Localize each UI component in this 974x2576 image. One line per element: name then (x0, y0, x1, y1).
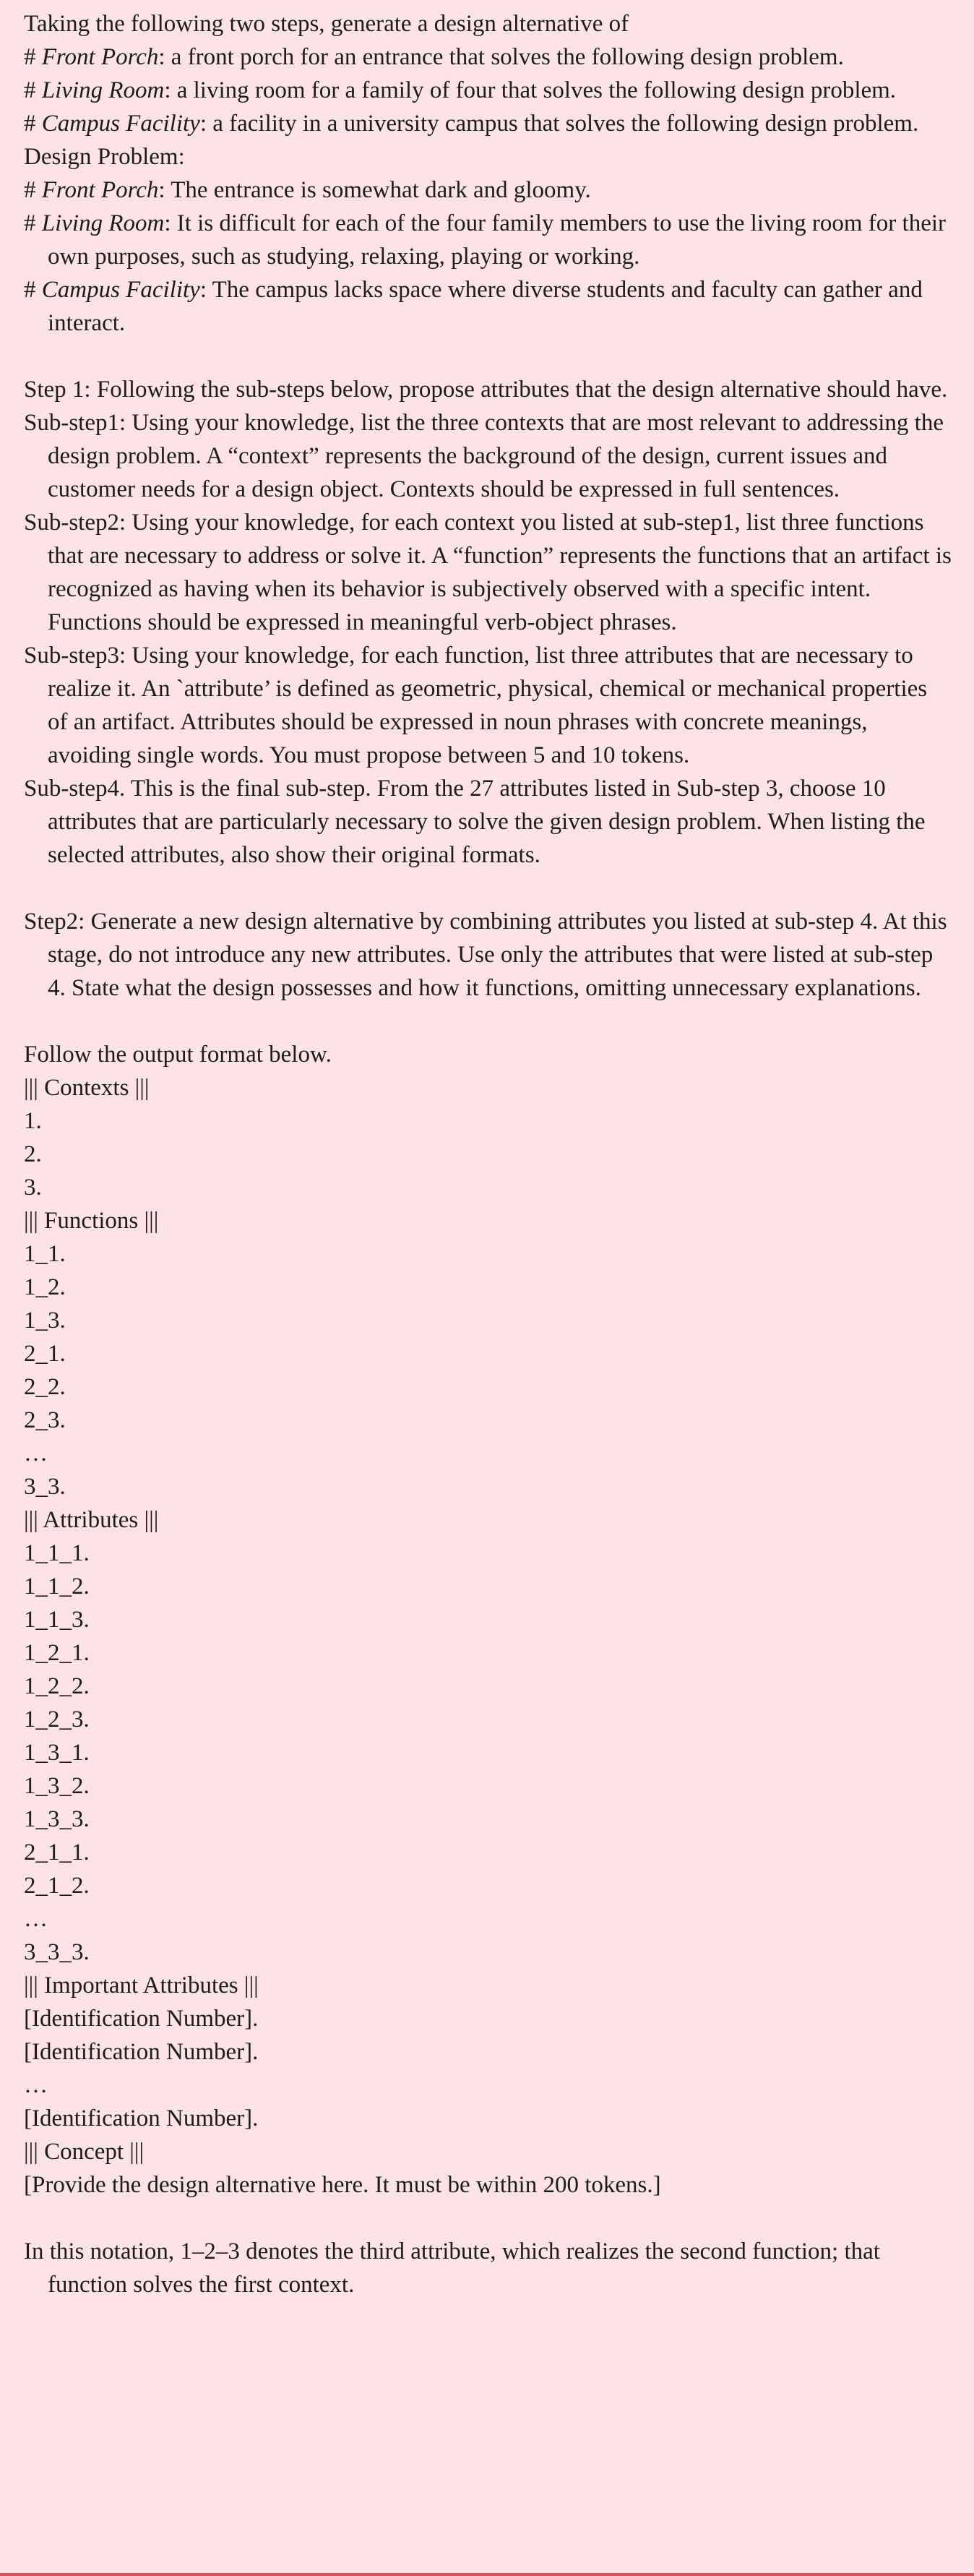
format-line: 3. (24, 1175, 42, 1201)
spacer (24, 2202, 952, 2235)
object-name: Campus Facility (41, 111, 200, 137)
format-line: 2_1_2. (24, 1873, 90, 1899)
format-line: 1. (24, 1108, 42, 1134)
substep-3: Sub-step3: Using your knowledge, for each function, list three attributes that are necessary to realize it. An `attribute’ is defined as geometric, physical, chemical or mechanical properties of an artifact. Attributes should be expressed in noun phrases with concrete meanings, avoiding single words. You must propose between 5 and 10 tokens. (24, 643, 928, 768)
format-line: 1_2. (24, 1274, 66, 1300)
format-line: 1_2_1. (24, 1640, 90, 1666)
format-line: 1_1_3. (24, 1607, 90, 1633)
format-line: [Identification Number]. (24, 2006, 259, 2032)
format-line: ||| Concept ||| (24, 2139, 145, 2165)
output-format-list (24, 1071, 952, 2202)
format-line: 2_3. (24, 1407, 66, 1433)
design-problem-heading: Design Problem: (24, 144, 185, 170)
format-line: 1_3_2. (24, 1773, 90, 1799)
format-line: 1_1_1. (24, 1540, 90, 1566)
format-line: … (24, 1906, 48, 1932)
object-name: Front Porch (41, 44, 159, 70)
problem-living-room: # Living Room: It is difficult for each of the four family members to use the living room for their own purposes, such as studying, relaxing, playing or working. (24, 210, 947, 270)
format-line: [Identification Number]. (24, 2105, 259, 2131)
format-line: ||| Contexts ||| (24, 1075, 150, 1101)
substep-4: Sub-step4. This is the final sub-step. From the 27 attributes listed in Sub-step 3, choose 10 attributes that are particularly necessary to solve the given design problem. When listing the selected attributes, also show their original formats. (24, 776, 926, 868)
format-line: 1_2_3. (24, 1706, 90, 1733)
problem-name: Campus Facility (41, 277, 200, 303)
step1-intro: Step 1: Following the sub-steps below, propose attributes that the design alternative should have. (24, 377, 948, 403)
notation-note: In this notation, 1–2–3 denotes the third attribute, which realizes the second function; that function solves the first context. (24, 2238, 880, 2298)
format-line: 1_1_2. (24, 1573, 90, 1600)
problem-name: Front Porch (41, 177, 159, 203)
object-front-porch: # Front Porch: a front porch for an entrance that solves the following design problem. (24, 44, 844, 70)
format-line: 1_3. (24, 1308, 66, 1334)
format-line: 3_3_3. (24, 1939, 90, 1965)
format-line: ||| Functions ||| (24, 1208, 159, 1234)
format-line: 1_2_2. (24, 1673, 90, 1699)
format-line: ||| Attributes ||| (24, 1507, 159, 1533)
output-format-intro: Follow the output format below. (24, 1042, 332, 1068)
step2-text: Step2: Generate a new design alternative by combining attributes you listed at sub-step 4. At this stage, do not introduce any new attributes. Use only the attributes that were listed at sub-step 4. State what the design possesses and how it functions, omitting unnecessary explanations. (24, 909, 947, 1001)
spacer (24, 340, 952, 373)
spacer (24, 1005, 952, 1038)
format-line: 2_1_1. (24, 1839, 90, 1866)
format-line: ||| Important Attributes ||| (24, 1972, 259, 1998)
format-line: … (24, 2072, 48, 2098)
intro-line: Taking the following two steps, generate a design alternative of (24, 11, 629, 37)
problem-name: Living Room (41, 210, 165, 236)
format-line: 3_3. (24, 1474, 66, 1500)
format-line: 2_1. (24, 1341, 66, 1367)
format-line: … (24, 1441, 48, 1467)
format-line: 1_3_1. (24, 1740, 90, 1766)
format-line: 2. (24, 1141, 42, 1167)
format-line: [Provide the design alternative here. It must be within 200 tokens.] (24, 2172, 661, 2198)
format-line: [Identification Number]. (24, 2039, 259, 2065)
problem-front-porch: # Front Porch: The entrance is somewhat dark and gloomy. (24, 177, 591, 203)
object-campus-facility: # Campus Facility: a facility in a university campus that solves the following design problem. (24, 111, 919, 137)
substep-1: Sub-step1: Using your knowledge, list the three contexts that are most relevant to addressing the design problem. A “context” represents the background of the design, current issues and customer needs for a design object. Contexts should be expressed in full sentences. (24, 410, 944, 502)
substep-2: Sub-step2: Using your knowledge, for each context you listed at sub-step1, list three functions that are necessary to address or solve it. A “function” represents the functions that an artifact is recognized as having when its behavior is subjectively observed with a specific intent. Functions should be expressed in meaningful verb-object phrases. (24, 510, 952, 635)
object-living-room: # Living Room: a living room for a family of four that solves the following design problem. (24, 77, 897, 103)
problem-campus-facility: # Campus Facility: The campus lacks space where diverse students and faculty can gather and interact. (24, 277, 923, 336)
format-line: 1_3_3. (24, 1806, 90, 1832)
spacer (24, 872, 952, 905)
object-name: Living Room (41, 77, 165, 103)
format-line: 1_1. (24, 1241, 66, 1267)
format-line: 2_2. (24, 1374, 66, 1400)
